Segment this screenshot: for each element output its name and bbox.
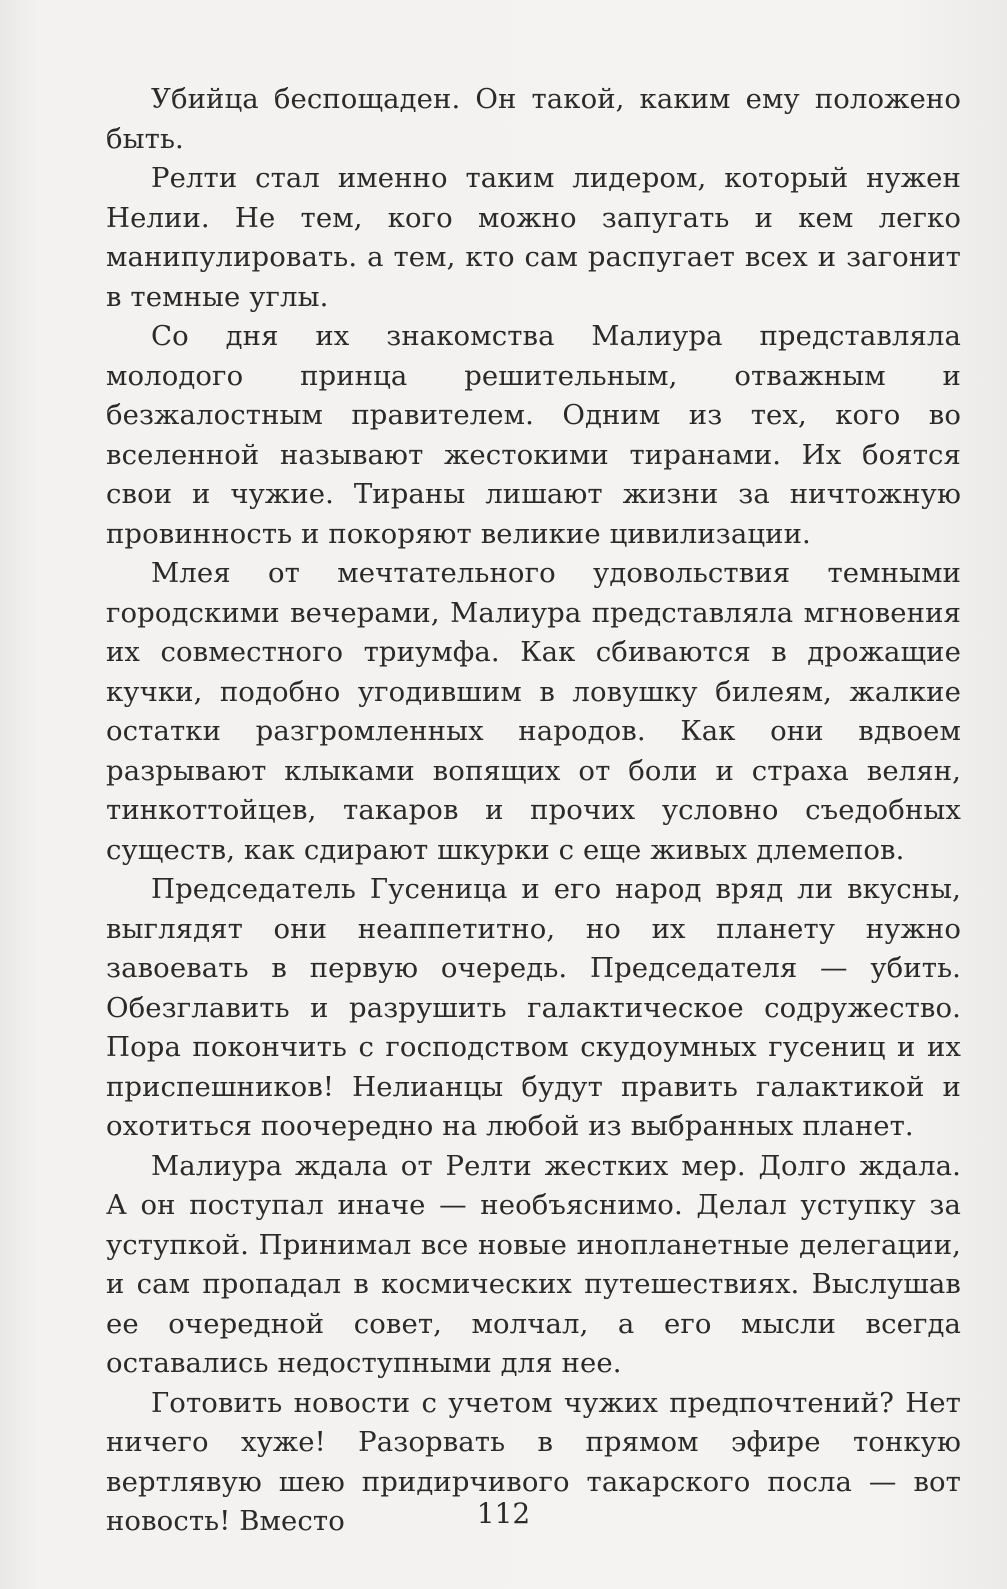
paragraph-4: Млея от мечтательного удовольствия темными городскими вечерами, Малиура представляла мгновения их совместного триумфа. Как сбиваются в дрожащие кучки, подобно угодившим в ловушку билеям, жалкие остатки разгромленных народов. Как они вдвоем разрывают клыками вопящих от боли и страха велян, тинкоттойцев, такаров и прочих условно съедобных существ, как сдирают шкурки с еще живых длемепов.: [106, 557, 961, 866]
paragraph-5: Председатель Гусеница и его народ вряд ли вкусны, выглядят они неаппетитно, но их планету нужно завоевать в первую очередь. Председателя — убить. Обезглавить и разрушить галактическое содружество. Пора покончить с господством скудоумных гусениц и их приспешников! Нелианцы будут править галактикой и охотиться поочередно на любой из выбранных планет.: [106, 873, 961, 1142]
page-number: 112: [476, 1497, 531, 1530]
paragraph-1: Убийца беспощаден. Он такой, каким ему положено быть.: [106, 83, 961, 155]
paragraph-6: Малиура ждала от Релти жестких мер. Долго ждала. А он поступал иначе — необъяснимо. Делал уступку за уступкой. Принимал все новые инопланетные делегации, и сам пропадал в космических путешествиях. Выслушав ее очередной совет, молчал, а его мысли всегда оставались недоступными для нее.: [106, 1149, 961, 1379]
paragraph-2: Релти стал именно таким лидером, который нужен Нелии. Не тем, кого можно запугать и кем легко манипулировать. а тем, кто сам распугает всех и загонит в темные углы.: [106, 162, 961, 313]
body-text: [106, 80, 961, 1542]
paragraph-3: Со дня их знакомства Малиура представляла молодого принца решительным, отважным и безжалостным правителем. Одним из тех, кого во вселенной называют жестокими тиранами. Их боятся свои и чужие. Тираны лишают жизни за ничтожную провинность и покоряют великие цивилизации.: [106, 320, 961, 550]
paragraph-7: Готовить новости с учетом чужих предпочтений? Нет ничего хуже! Разорвать в прямом эфире тонкую вертлявую шею придирчивого такарского посла — вот новость! Вместо: [106, 1386, 961, 1537]
